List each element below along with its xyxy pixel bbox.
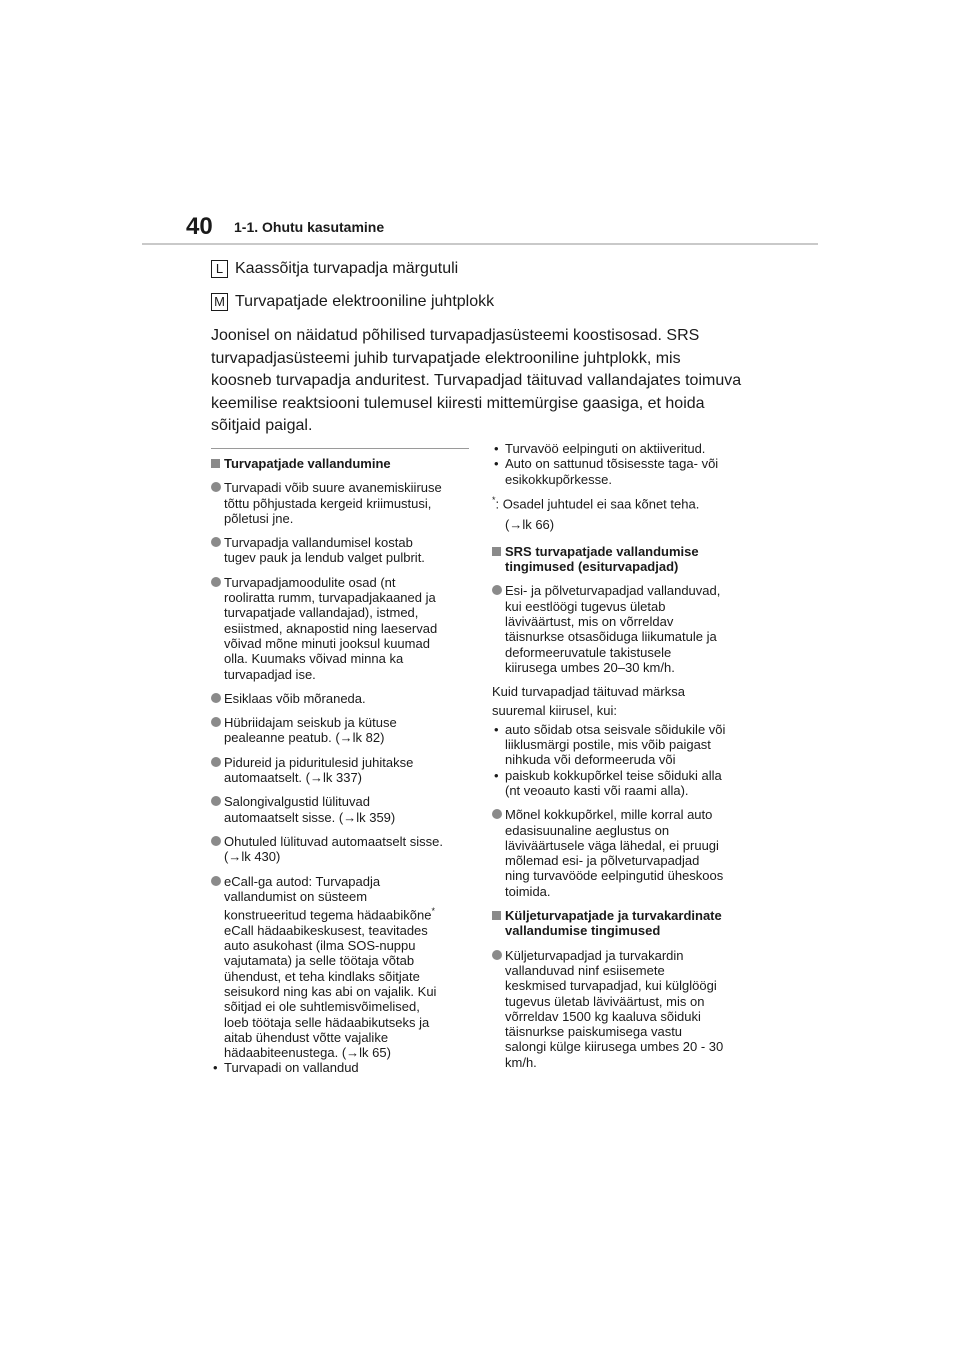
sub-line: paiskub kokkupõrkel teise sõiduki alla: [505, 767, 722, 783]
bullet-line: Turvapadi võib suure avanemiskiiruse: [224, 480, 442, 496]
sub-line: Turvapadi on vallandud: [224, 1060, 359, 1076]
bullet-dot-icon: [492, 950, 502, 960]
page-number: 40: [186, 213, 213, 240]
bullet-line: vallandumist on süsteem: [224, 888, 368, 904]
bullet-item: [492, 583, 748, 675]
footnote-marker: *: [431, 906, 435, 917]
bullet-item: [211, 715, 469, 746]
bullet-line: turvapatjade vallandajad), istmed,: [224, 605, 419, 621]
heading-line: SRS turvapatjade vallandumise: [505, 543, 699, 559]
callout-m: [211, 292, 831, 312]
sub-line: auto sõidab otsa seisvale sõidukile või: [505, 721, 726, 737]
sub-item: [492, 768, 748, 799]
heading-frontal-conditions: [492, 544, 748, 575]
sub-item: [492, 722, 748, 768]
bullet-line: võivad mõne minuti jooksul kuumad: [224, 635, 430, 651]
bullet-line: tugev pauk ja lendub valget pulbrit.: [224, 550, 425, 566]
intro-section: [211, 259, 831, 438]
page-header: [0, 0, 960, 250]
bullet-line: salongi külge kiirusega umbes 20 - 30: [505, 1039, 724, 1055]
sub-item: [492, 456, 748, 487]
callout-m-marker: M: [211, 293, 228, 311]
bullet-line: Turvapadjamoodulite osad (nt: [224, 574, 396, 590]
sub-line: esikokkupõrkesse.: [505, 471, 612, 487]
bullet-dot-icon: [492, 585, 502, 595]
bullet-item: [211, 691, 469, 706]
bullet-item: [211, 874, 469, 1061]
bullet-dot-icon: [211, 577, 221, 587]
bullet-dot-icon: [211, 796, 221, 806]
callout-l-text: Kaassõitja turvapadja märgutuli: [235, 260, 459, 277]
bullet-line: Salongivalgustid lülituvad: [224, 794, 370, 810]
bullet-line: Mõnel kokkupõrkel, mille korral auto: [505, 807, 713, 823]
heading-line: tingimused (esiturvapadjad): [505, 559, 679, 575]
sub-bullet-icon: •: [494, 441, 499, 456]
bullet-dot-icon: [211, 876, 221, 886]
bullet-line: Küljeturvapadjad ja turvakardin: [505, 947, 684, 963]
intro-line: turvapadjasüsteemi juhib turvapatjade elektrooniline juhtplokk, mis: [211, 349, 681, 367]
intro-line: koosneb turvapadja anduritest. Turvapadjad täituvad vallandajates toimuva: [211, 372, 742, 389]
footnote: [492, 493, 748, 512]
bullet-line: täisnurkse paiskumisega vastu: [505, 1024, 683, 1040]
bullet-dot-icon: [211, 693, 221, 703]
page-reference: automaatselt. (→lk 337): [224, 770, 363, 786]
callout-l: [211, 259, 831, 279]
bullet-item: [492, 807, 748, 899]
page-reference: hädaabiteenustega. (→lk 65): [224, 1045, 391, 1061]
body-text: Kuid turvapadjad täituvad märksa: [492, 684, 685, 700]
bullet-line: konstrueeritud tegema hädaabikõne: [224, 907, 432, 923]
bullet-line: Pidureid ja piduritulesid juhitakse: [224, 754, 414, 770]
bullet-item: [211, 480, 469, 526]
bullet-line: põletusi jne.: [224, 510, 294, 526]
bullet-line: keskmised turvapadjad, kui külglöögi: [505, 978, 717, 994]
bullet-line: auto asukohast (ilma SOS-nuppu: [224, 938, 416, 954]
bullet-line: läviväärtust, mis on võrreldav: [505, 614, 674, 629]
footnote-marker: *: [492, 494, 496, 505]
heading-line: vallandumise tingimused: [505, 923, 661, 939]
bullet-line: edasisuunaline aeglustus on: [505, 822, 670, 838]
bullet-line: Esi- ja põlveturvapadjad vallanduvad,: [505, 583, 721, 599]
bullet-line: vallanduvad ninf esiisemete: [505, 962, 665, 978]
bullet-line: tugevus ületab läviväärtust, mis on: [505, 993, 705, 1009]
bullet-line: aitab ühendust võtte vajalike: [224, 1029, 389, 1045]
bullet-line: läviväärtusele väga lähedal, ei pruugi: [505, 837, 719, 853]
sub-bullet-icon: •: [494, 767, 499, 783]
bullet-line: mõlemad esi- ja põlveturvapadjad: [505, 853, 700, 869]
sub-line: (nt veoauto kasti või raami alla).: [505, 782, 689, 798]
sub-bullet-icon: •: [213, 1060, 218, 1076]
bullet-line: deformeeruvatule takistusele: [505, 644, 672, 660]
bullet-line: km/h.: [505, 1054, 537, 1070]
intro-paragraph: [211, 325, 831, 438]
bullet-line: rooliratta rumm, turvapadjakaaned ja: [224, 590, 436, 606]
bullet-line: turvapadjad ise.: [224, 666, 316, 682]
bullet-line: eCall-ga autod: Turvapadja: [224, 873, 381, 889]
section-title: 1-1. Ohutu kasutamine: [234, 219, 385, 235]
bullet-line: sõitjad ei ole suhtlemisvõimelised,: [224, 999, 420, 1015]
bullet-item: [211, 794, 469, 825]
heading-side-conditions: [492, 908, 748, 939]
right-column: [492, 441, 748, 1079]
header-divider: [142, 243, 818, 245]
sub-line: Turvavöö eelpinguti on aktiiveritud.: [505, 441, 706, 456]
bullet-line: olla. Kuumaks võivad minna ka: [224, 651, 404, 667]
bullet-dot-icon: [211, 537, 221, 547]
bullet-line: Hübriidajam seiskub ja kütuse: [224, 715, 397, 731]
bullet-item: [211, 755, 469, 786]
callout-m-text: Turvapatjade elektrooniline juhtplokk: [235, 293, 495, 310]
bullet-line: Ohutuled lülituvad automaatselt sisse.: [224, 833, 443, 849]
bullet-item: [211, 834, 469, 865]
column-divider: [211, 448, 469, 449]
intro-line: Joonisel on näidatud põhilised turvapadjasüsteemi koostisosad. SRS: [211, 327, 700, 344]
left-column: [211, 448, 469, 1076]
bullet-dot-icon: [492, 809, 502, 819]
sub-bullet-icon: •: [494, 456, 499, 472]
intro-line: sõitjaid paigal.: [211, 417, 313, 434]
sub-line: Auto on sattunud tõsisesste taga- või: [505, 456, 719, 472]
bullet-line: eCall hädaabikeskusest, teavitades: [224, 922, 428, 938]
bullet-line: kui eestlöögi tugevus ületab: [505, 598, 666, 614]
page-reference: (→lk 430): [224, 849, 281, 865]
footnote-reference: (→lk 66): [505, 516, 555, 532]
bullet-line: võrreldav 1500 kg kaaluva sõiduki: [505, 1008, 701, 1024]
bullet-line: ühendust, et teha kindlaks sõitjate: [224, 968, 420, 984]
sub-item: [492, 441, 748, 456]
sub-line: nihkuda või deformeeruda või: [505, 752, 676, 768]
bullet-dot-icon: [211, 836, 221, 846]
bullet-dot-icon: [211, 717, 221, 727]
bullet-line: esiistmed, aknapostid ning laeservad: [224, 620, 438, 636]
intro-line: keemilise reaktsiooni tulemusel kiiresti mittemürgise gaasiga, et hoida: [211, 394, 705, 412]
bullet-line: Esiklaas võib mõraneda.: [224, 690, 366, 706]
sub-bullet-icon: •: [494, 721, 499, 737]
bullet-line: seisukord ning kas abi on vajalik. Kui: [224, 983, 437, 999]
bullet-line: loeb töötaja selle hädaabikutseks ja: [224, 1014, 430, 1030]
bullet-line: täisnurkse otsasõiduga liikumatule ja: [505, 629, 717, 645]
body-text: suuremal kiirusel, kui:: [492, 703, 617, 719]
bullet-item: [211, 575, 469, 682]
bullet-dot-icon: [211, 757, 221, 767]
bullet-item: [492, 948, 748, 1070]
bullet-line: tõttu põhjustada kergeid kriimustusi,: [224, 495, 432, 511]
callout-l-marker: L: [211, 260, 228, 278]
heading-line: Küljeturvapatjade ja turvakardinate: [505, 908, 722, 924]
footnote-text: : Osadel juhtudel ei saa kõnet teha.: [495, 496, 700, 512]
sub-line: liiklusmärgi postile, mis võib paigast: [505, 737, 711, 753]
bullet-line: toimida.: [505, 883, 551, 899]
bullet-line: Turvapadja vallandumisel kostab: [224, 535, 413, 551]
bullet-item: [211, 535, 469, 566]
page-reference: automaatselt sisse. (→lk 359): [224, 809, 396, 825]
bullet-line: ning turvavööde eelpingutid üheskoos: [505, 868, 724, 884]
page-reference: pealeanne peatub. (→lk 82): [224, 730, 385, 746]
heading-deployment: Turvapatjade vallandumine: [211, 456, 469, 471]
bullet-dot-icon: [211, 482, 221, 492]
bullet-line: vajutamata) ja selle töötaja võtab: [224, 953, 415, 969]
bullet-line: kiirusega umbes 20–30 km/h.: [505, 659, 675, 675]
sub-item: [211, 1060, 469, 1075]
